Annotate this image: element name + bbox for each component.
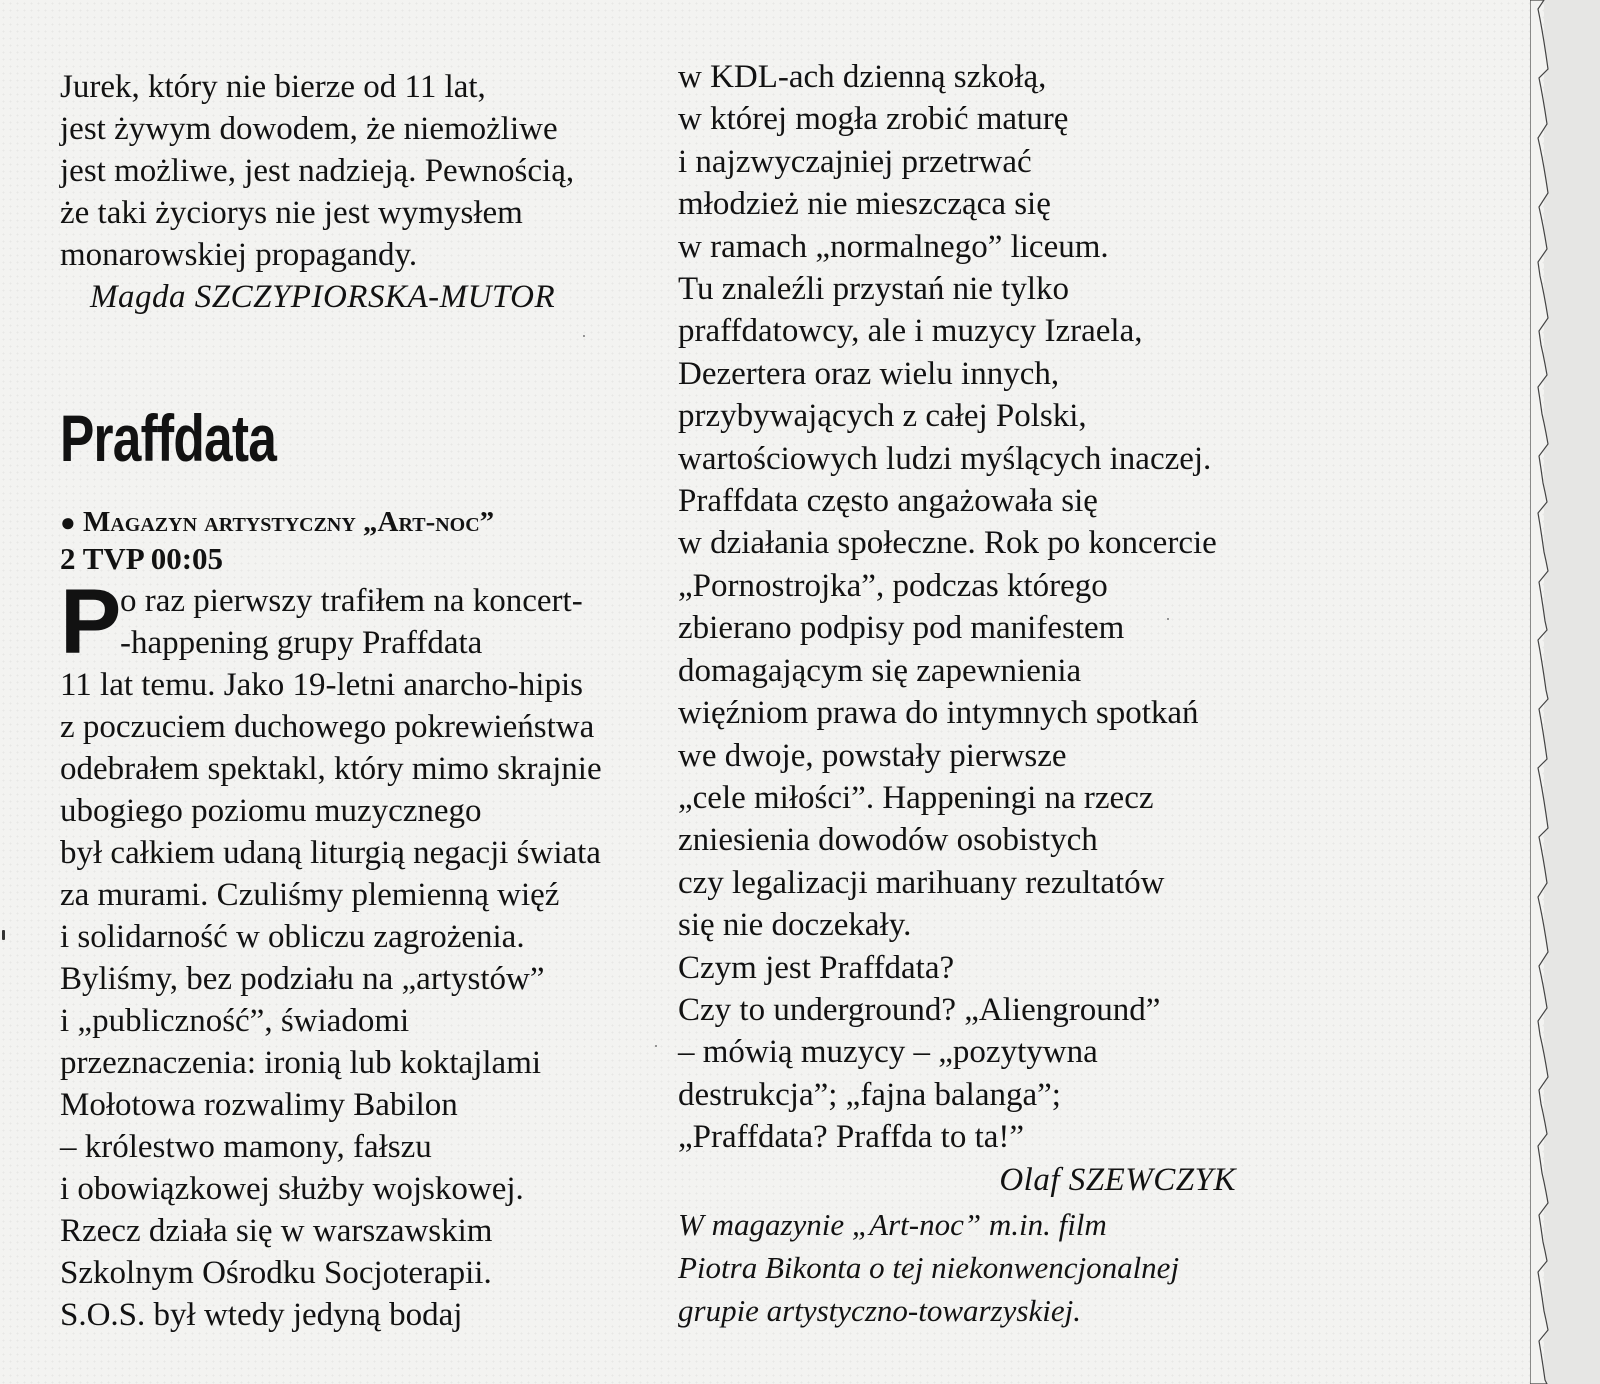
text-line: „cele miłości”. Happeningi na rzecz [678,779,1154,816]
broadcast-schedule: 2 TVP 00:05 [60,541,224,576]
article-body-left [60,571,650,1336]
text-line: się nie doczekały. [678,907,912,944]
text-line: Czym jest Praffdata? [678,949,955,986]
article-byline: Olaf SZEWCZYK [999,1161,1236,1198]
text-line: Mołotowa rozwalimy Babilon [60,1087,458,1123]
text-line: odebrałem spektakl, który mimo skrajnie [60,751,602,787]
intro-byline: Magda SZCZYPIORSKA-MUTOR [90,279,556,315]
text-line: Praffdata często angażowała się [678,483,1098,520]
text-line: o raz pierwszy trafiłem na koncert- [120,583,583,619]
note-line: grupie artystyczno-towarzyskiej. [678,1292,1081,1328]
text-line: Rzecz działa się w warszawskim [60,1213,493,1249]
text-line: w której mogła zrobić maturę [678,101,1069,138]
text-line: Dezertera oraz wielu innych, [678,355,1060,392]
text-line: zniesienia dowodów osobistych [678,822,1098,859]
text-line: Szkolnym Ośrodku Socjoterapii. [60,1255,492,1291]
text-line: i solidarność w obliczu zagrożenia. [60,919,525,955]
text-line: -happening grupy Praffdata [120,625,483,661]
text-line: w ramach „normalnego” liceum. [678,228,1109,265]
intro-paragraph [60,66,650,276]
text-line: zbierano podpisy pod manifestem [678,610,1125,647]
text-line: młodzież nie mieszcząca się [678,186,1051,223]
text-line: wartościowych ludzi myślących inaczej. [678,440,1212,477]
text-line: we dwoje, powstały pierwsze [678,737,1067,774]
program-kicker [60,505,650,540]
text-line: praffdatowcy, ale i muzycy Izraela, [678,313,1143,350]
text-line: domagającym się zapewnienia [678,652,1082,689]
article-headline: Praffdata [60,401,277,475]
bullet-icon: ● [60,508,76,537]
text-line: był całkiem udaną liturgią negacji świata [60,835,601,871]
note-line: W magazynie „Art-noc” m.in. film [678,1206,1107,1242]
text-line: jest możliwe, jest nadzieją. Pewnością, [60,153,575,189]
text-line: i najzwyczajniej przetrwać [678,143,1032,180]
column-right [678,56,1268,1332]
text-line: ubogiego poziomu muzycznego [60,793,482,829]
text-line: w działania społeczne. Rok po koncercie [678,525,1217,562]
text-line: czy legalizacji marihuany rezultatów [678,864,1165,901]
text-line: destrukcja”; „fajna balanga”; [678,1076,1061,1113]
kicker-text: Magazyn artystyczny „Art-noc” [82,506,495,538]
text-line: w KDL-ach dzienną szkołą, [678,59,1047,95]
text-line: monarowskiej propagandy. [60,237,418,273]
text-line: S.O.S. był wtedy jedyną bodaj [60,1297,463,1333]
article-body-right [678,56,1268,1159]
text-line: Tu znaleźli przystań nie tylko [678,271,1070,308]
text-line: że taki życiorys nie jest wymysłem [60,195,523,231]
program-note [678,1203,1268,1332]
text-line: przybywających z całej Polski, [678,398,1087,435]
drop-cap: P [60,571,122,673]
text-line: „Pornostrojka”, podczas którego [678,567,1108,604]
text-line: z poczuciem duchowego pokrewieństwa [60,709,595,745]
text-line: i „publiczność”, świadomi [60,1003,410,1039]
text-line: Byliśmy, bez podziału na „artystów” [60,961,545,997]
text-line: jest żywym dowodem, że niemożliwe [60,111,558,147]
column-left [60,66,650,1336]
torn-paper-edge [1530,0,1560,1384]
text-line: Czy to underground? „Alienground” [678,991,1161,1028]
text-line: przeznaczenia: ironią lub koktajlami [60,1045,542,1081]
note-line: Piotra Bikonta o tej niekonwencjonalnej [678,1249,1180,1285]
text-line: więźniom prawa do intymnych spotkań [678,695,1199,732]
text-line: – mówią muzycy – „pozytywna [678,1034,1098,1071]
text-line: za murami. Czuliśmy plemienną więź [60,877,560,913]
text-line: 11 lat temu. Jako 19-letni anarcho-hipis [60,667,583,703]
paper-speck [2,930,5,940]
paper-speck [655,1045,657,1047]
text-line: i obowiązkowej służby wojskowej. [60,1171,524,1207]
text-line: – królestwo mamony, fałszu [60,1129,432,1165]
text-line: „Praffdata? Praffda to ta!” [678,1119,1025,1156]
text-line: Jurek, który nie bierze od 11 lat, [60,69,486,105]
